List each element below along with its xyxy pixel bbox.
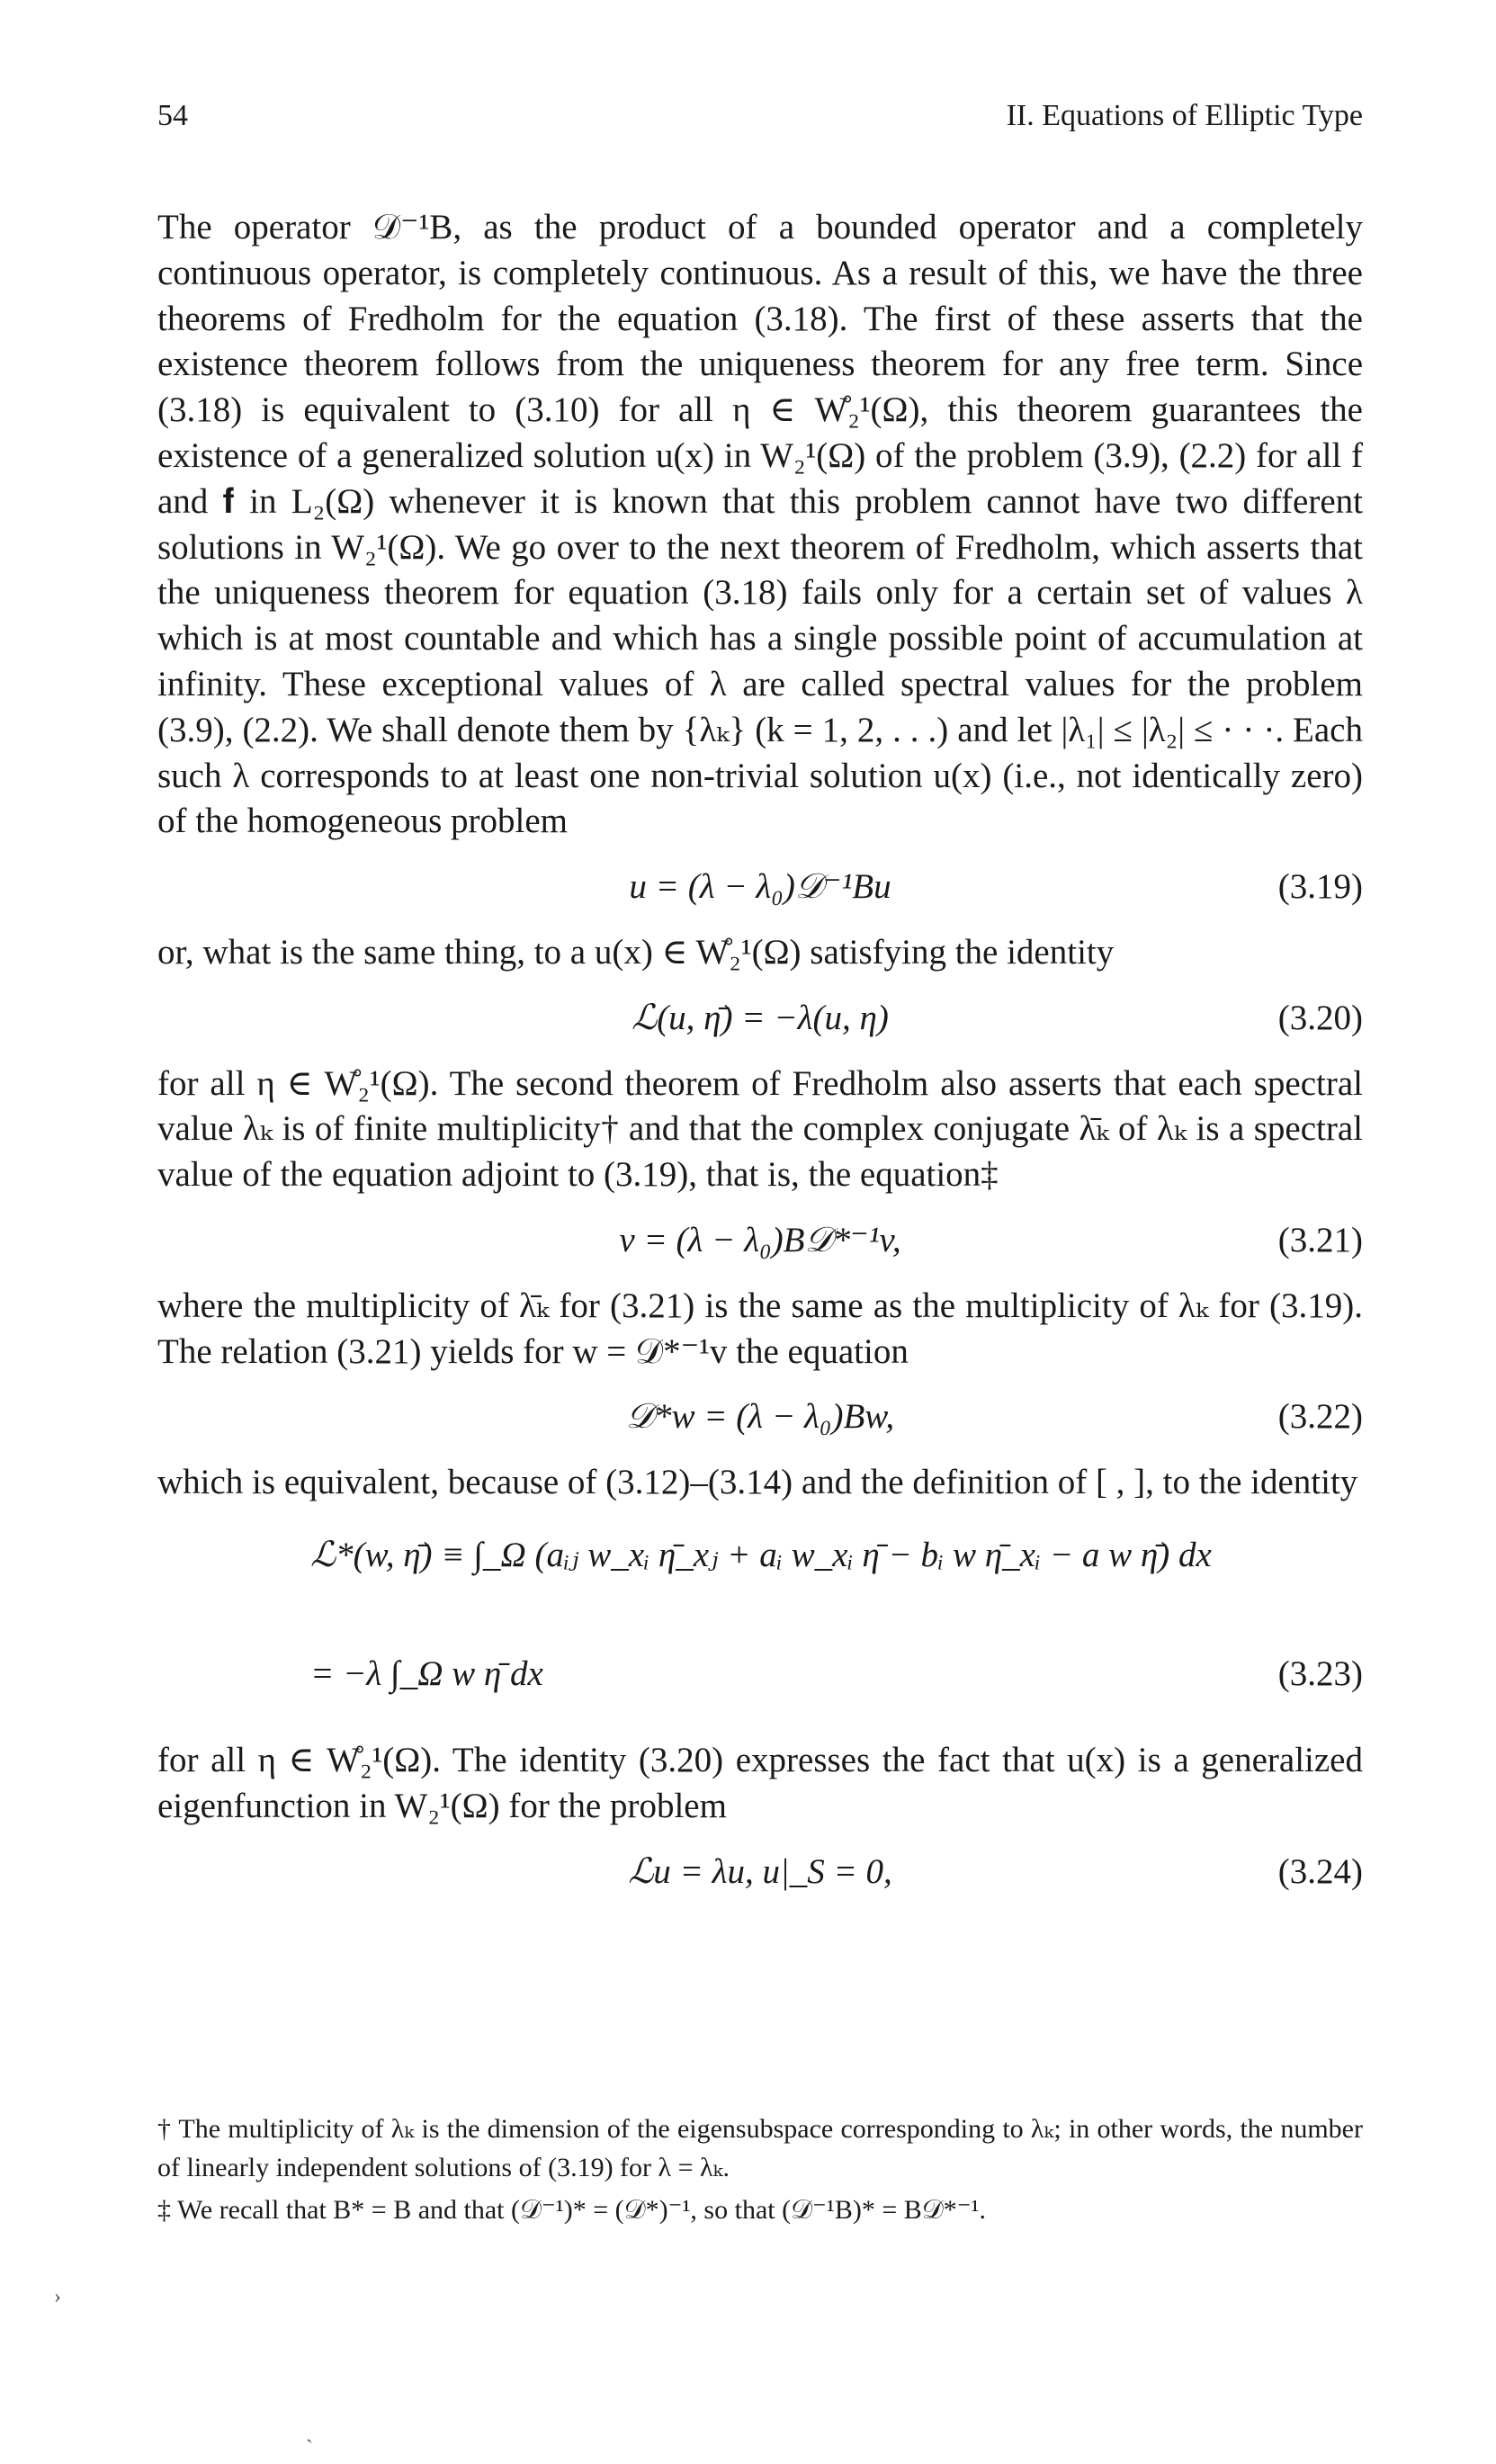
footnote-dagger: † The multiplicity of λₖ is the dimension of the eigensubspace corresponding to λₖ; in other words, the number of linearly independent solutions of (3.19) for λ = λₖ. <box>157 2114 1363 2182</box>
paragraph-second-theorem: for all η ∈ W̊₂¹(Ω). The second theorem of Fredholm also asserts that each spectral value λₖ is of finite multiplicity† and that the complex conjugate λ̄ₖ of λₖ is a spectral value of the equation adjoint to (3.19), that is, the equation‡ <box>157 1063 1363 1195</box>
page-header <box>157 99 1363 144</box>
running-head: II. Equations of Elliptic Type <box>1006 99 1363 132</box>
equation-3-23 <box>157 1533 1363 1713</box>
equation-number: (3.21) <box>1277 1220 1363 1259</box>
equation-3-21 <box>157 1218 1363 1264</box>
equation-3-19 <box>157 865 1363 910</box>
equation-number: (3.23) <box>1277 1653 1363 1693</box>
equation-number: (3.19) <box>1277 867 1363 907</box>
paragraph-fredholm-theorems: The operator 𝒟⁻¹B, as the product of a bounded operator and a completely continuous operator, is completely continuous. As a result of this, we have the three theorems of Fredholm for the equation (3.18). The first of these asserts that the existence theorem follows from the uniqueness theorem for any free term. Since (3.18) is equivalent to (3.10) for all η ∈ W̊₂¹(Ω), this theorem guarantees the existence of a generalized solution u(x) in W₂¹(Ω) of the problem (3.9), (2.2) for all f and 𝐟 in L₂(Ω) whenever it is known that this problem cannot have two different solutions in W₂¹(Ω). We go over to the next theorem of Fredholm, which asserts that the uniqueness theorem for equation (3.18) fails only for a certain set of values λ which is at most countable and which has a single possible point of accumulation at infinity. These exceptional values of λ are called spectral values for the problem (3.9), (2.2). We shall denote them by {λₖ} (k = 1, 2, . . .) and let |λ₁| ≤ |λ₂| ≤ · · ·. Each such λ corresponds to at least one non-trivial solution u(x) (i.e., not identically zero) of the homogeneous problem <box>157 208 1363 841</box>
footnote-double-dagger: ‡ We recall that B* = B and that (𝒟⁻¹)* = (𝒟*)⁻¹, so that (𝒟⁻¹B)* = B𝒟*⁻¹. <box>157 2195 987 2225</box>
paragraph-equivalent-identity: which is equivalent, because of (3.12)–(3.14) and the definition of [ , ], to the identity <box>157 1463 1358 1502</box>
equation-3-22 <box>157 1394 1363 1440</box>
equation-number: (3.24) <box>1277 1851 1363 1891</box>
equation-line-2: = −λ ∫_Ω w η̄ dx <box>310 1653 543 1693</box>
paragraph-eigenfunction: for all η ∈ W̊₂¹(Ω). The identity (3.20) expresses the fact that u(x) is a generalized eigenfunction in W₂¹(Ω) for the problem <box>157 1740 1363 1825</box>
body-text <box>157 205 1363 1914</box>
equation-expression: ℒu = λu, u|_S = 0, <box>628 1851 892 1891</box>
scan-artifact-mark: ˎ <box>306 2420 313 2443</box>
footnotes <box>157 2110 1363 2233</box>
equation-3-24 <box>157 1850 1363 1895</box>
equation-line-1: ℒ*(w, η̄) ≡ ∫_Ω (aᵢⱼ w_xᵢ η̄_xⱼ + aᵢ w_xᵢ η̄ − bᵢ w η̄_xᵢ − a w η̄) dx <box>310 1535 1212 1574</box>
scan-artifact-mark: › <box>54 2285 61 2308</box>
page-number: 54 <box>157 99 188 132</box>
equation-expression: ℒ(u, η̄) = −λ(u, η) <box>632 998 889 1037</box>
equation-number: (3.22) <box>1277 1397 1363 1437</box>
equation-3-20 <box>157 996 1363 1042</box>
equation-number: (3.20) <box>1277 998 1363 1037</box>
equation-expression: 𝒟*w = (λ − λ₀)Bw, <box>625 1397 895 1437</box>
paragraph-multiplicity: where the multiplicity of λ̄ₖ for (3.21) is the same as the multiplicity of λₖ for (3.19). The relation (3.21) yields for w = 𝒟*⁻¹v the equation <box>157 1286 1363 1371</box>
paragraph-identity-intro: or, what is the same thing, to a u(x) ∈ W̊₂¹(Ω) satisfying the identity <box>157 932 1115 972</box>
equation-expression: v = (λ − λ₀)B𝒟*⁻¹v, <box>619 1220 901 1259</box>
equation-expression: u = (λ − λ₀)𝒟⁻¹Bu <box>629 867 891 907</box>
